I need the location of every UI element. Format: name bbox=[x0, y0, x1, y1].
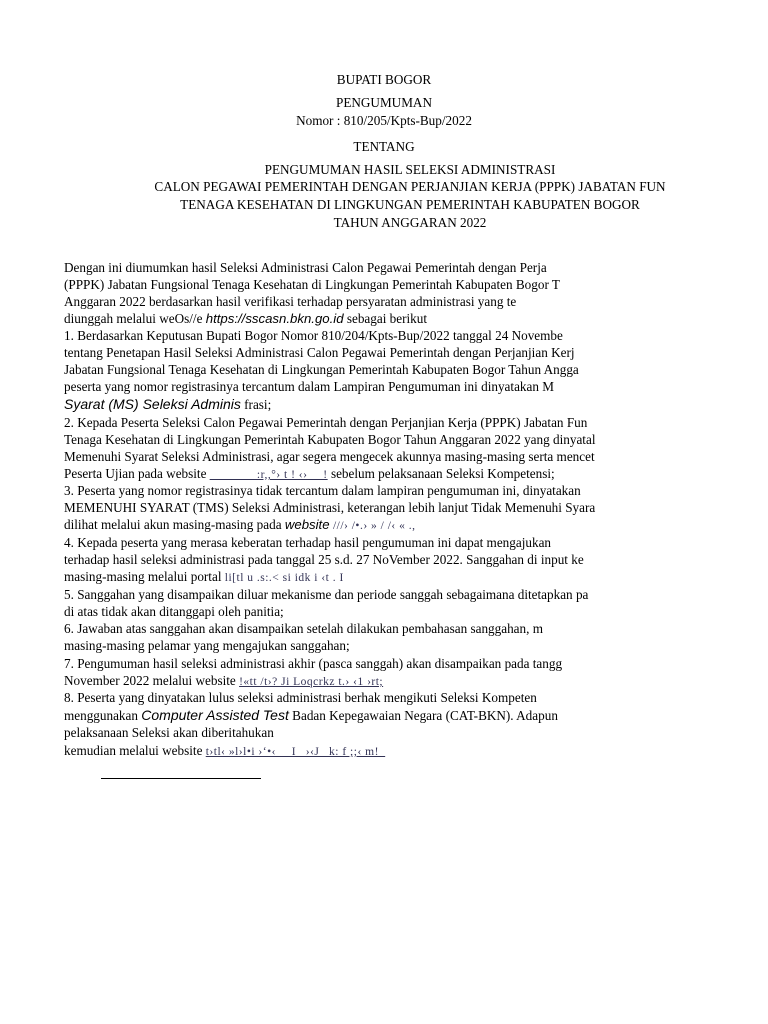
item-8-text: Badan Kepegawaian Negara (CAT-BKN). Adapun bbox=[288, 708, 558, 723]
title-line-4: TAHUN ANGGARAN 2022 bbox=[333, 215, 487, 230]
intro-text: sebagai berikut bbox=[343, 311, 428, 326]
intro-text: diunggah melalui weOs//e bbox=[64, 311, 206, 326]
item-6-line: masing-masing pelamar yang mengajukan sanggahan; bbox=[64, 638, 350, 653]
item-2-text: Peserta Ujian pada website bbox=[64, 466, 210, 481]
title-line-2: CALON PEGAWAI PEMERINTAH DENGAN PERJANJIAN KERJA (PPPK) JABATAN FUN bbox=[154, 179, 666, 194]
item-8-line bbox=[64, 742, 385, 762]
title-line-3: TENAGA KESEHATAN DI LINGKUNGAN PEMERINTAH KABUPATEN BOGOR bbox=[180, 197, 640, 212]
item-1-text: frasi; bbox=[240, 397, 272, 412]
item-2-line: Tenaga Kesehatan di Lingkungan Pemerintah Kabupaten Bogor Tahun Anggaran 2022 yang dinyatal bbox=[64, 432, 596, 447]
account-link[interactable]: ///› /•.› » / /‹ « ., bbox=[329, 520, 416, 532]
item-5-line: di atas tidak akan ditanggapi oleh panitia; bbox=[64, 604, 284, 619]
item-8-line: 8. Peserta yang dinyatakan lulus seleksi administrasi berhak mengikuti Seleksi Kompeten bbox=[64, 690, 537, 705]
intro-line: (PPPK) Jabatan Fungsional Tenaga Kesehatan di Lingkungan Pemerintah Kabupaten Bogor T bbox=[64, 277, 560, 292]
sscasn-link[interactable]: https://sscasn.bkn.go.id bbox=[205, 311, 344, 326]
item-8-text: menggunakan bbox=[64, 708, 142, 723]
item-7-text: November 2022 melalui website bbox=[64, 673, 240, 688]
item-1-line: Jabatan Fungsional Tenaga Kesehatan di Lingkungan Pemerintah Kabupaten Bogor Tahun Angga bbox=[64, 362, 579, 377]
item-1-line: 1. Berdasarkan Keputusan Bupati Bogor Nomor 810/204/Kpts-Bup/2022 tanggal 24 Novembe bbox=[64, 328, 563, 343]
final-result-link[interactable]: !«tt /t›? Ji Loqcrkz t.› ‹1 ›rt; bbox=[239, 676, 384, 688]
about-heading: TENTANG bbox=[353, 139, 415, 154]
intro-line: Dengan ini diumumkan hasil Seleksi Administrasi Calon Pegawai Pemerintah dengan Perja bbox=[64, 260, 547, 275]
intro-line: Anggaran 2022 berdasarkan hasil verifikasi terhadap persyaratan administrasi yang te bbox=[64, 294, 517, 309]
footnote-separator bbox=[101, 778, 261, 779]
item-1-line: tentang Penetapan Hasil Seleksi Administrasi Calon Pegawai Pemerintah dengan Perjanjian Kerj bbox=[64, 345, 575, 360]
objection-portal-link[interactable]: li[tl u .s:.< si idk i ‹t . I bbox=[224, 572, 344, 584]
title-line-1: PENGUMUMAN HASIL SELEKSI ADMINISTRASI bbox=[264, 162, 556, 177]
item-3-line bbox=[64, 516, 416, 536]
item-2-line: Memenuhi Syarat Seleksi Administrasi, agar segera mengecek akunnya masing-masing serta mencet bbox=[64, 449, 595, 464]
cat-text: Computer Assisted Test bbox=[141, 707, 289, 723]
item-8-line bbox=[64, 707, 558, 725]
item-4-line bbox=[64, 568, 344, 588]
item-3-text: dilihat melalui akun masing-masing pada bbox=[64, 517, 285, 532]
item-1-line bbox=[64, 396, 271, 414]
website-text: website bbox=[284, 517, 330, 532]
document-number: Nomor : 810/205/Kpts-Bup/2022 bbox=[296, 113, 472, 128]
item-7-line: 7. Pengumuman hasil seleksi administrasi akhir (pasca sanggah) akan disampaikan pada tangg bbox=[64, 656, 563, 671]
intro-line bbox=[64, 310, 427, 328]
item-4-line: terhadap hasil seleksi administrasi pada tanggal 25 s.d. 27 NoVember 2022. Sanggahan di input ke bbox=[64, 552, 584, 567]
item-8-line: pelaksanaan Seleksi akan diberitahukan bbox=[64, 725, 274, 740]
authority-heading: BUPATI BOGOR bbox=[336, 72, 432, 87]
item-4-line: 4. Kepada peserta yang merasa keberatan terhadap hasil pengumuman ini dapat mengajukan bbox=[64, 535, 552, 550]
item-3-line: MEMENUHI SYARAT (TMS) Seleksi Administrasi, keterangan lebih lanjut Tidak Memenuhi Syara bbox=[64, 500, 596, 515]
item-3-line: 3. Peserta yang nomor registrasinya tidak tercantum dalam lampiran pengumuman ini, dinyatakan bbox=[64, 483, 581, 498]
exam-card-link[interactable]: _______ :r,,°› t ! ‹›__ ! bbox=[209, 469, 328, 481]
item-4-text: masing-masing melalui portal bbox=[64, 569, 225, 584]
item-8-text: kemudian melalui website bbox=[64, 743, 206, 758]
item-5-line: 5. Sanggahan yang disampaikan diluar mekanisme dan periode sanggah sebagaimana ditetapkan pa bbox=[64, 587, 589, 602]
announcement-link[interactable]: t›tl‹ »l›l•i ›‘•‹__ I_ ›‹J_ k: f ;;‹ m!_ bbox=[205, 746, 386, 758]
document-type-heading: PENGUMUMAN bbox=[336, 95, 432, 110]
item-1-line: peserta yang nomor registrasinya tercantum dalam Lampiran Pengumuman ini dinyatakan M bbox=[64, 379, 554, 394]
ms-status-text: Syarat (MS) Seleksi Adminis bbox=[64, 396, 241, 412]
item-2-line: 2. Kepada Peserta Seleksi Calon Pegawai Pemerintah dengan Perjanjian Kerja (PPPK) Jabatan Fun bbox=[64, 415, 588, 430]
item-2-text: sebelum pelaksanaan Seleksi Kompetensi; bbox=[327, 466, 555, 481]
item-6-line: 6. Jawaban atas sanggahan akan disampaikan setelah dilakukan pembahasan sanggahan, m bbox=[64, 621, 543, 636]
